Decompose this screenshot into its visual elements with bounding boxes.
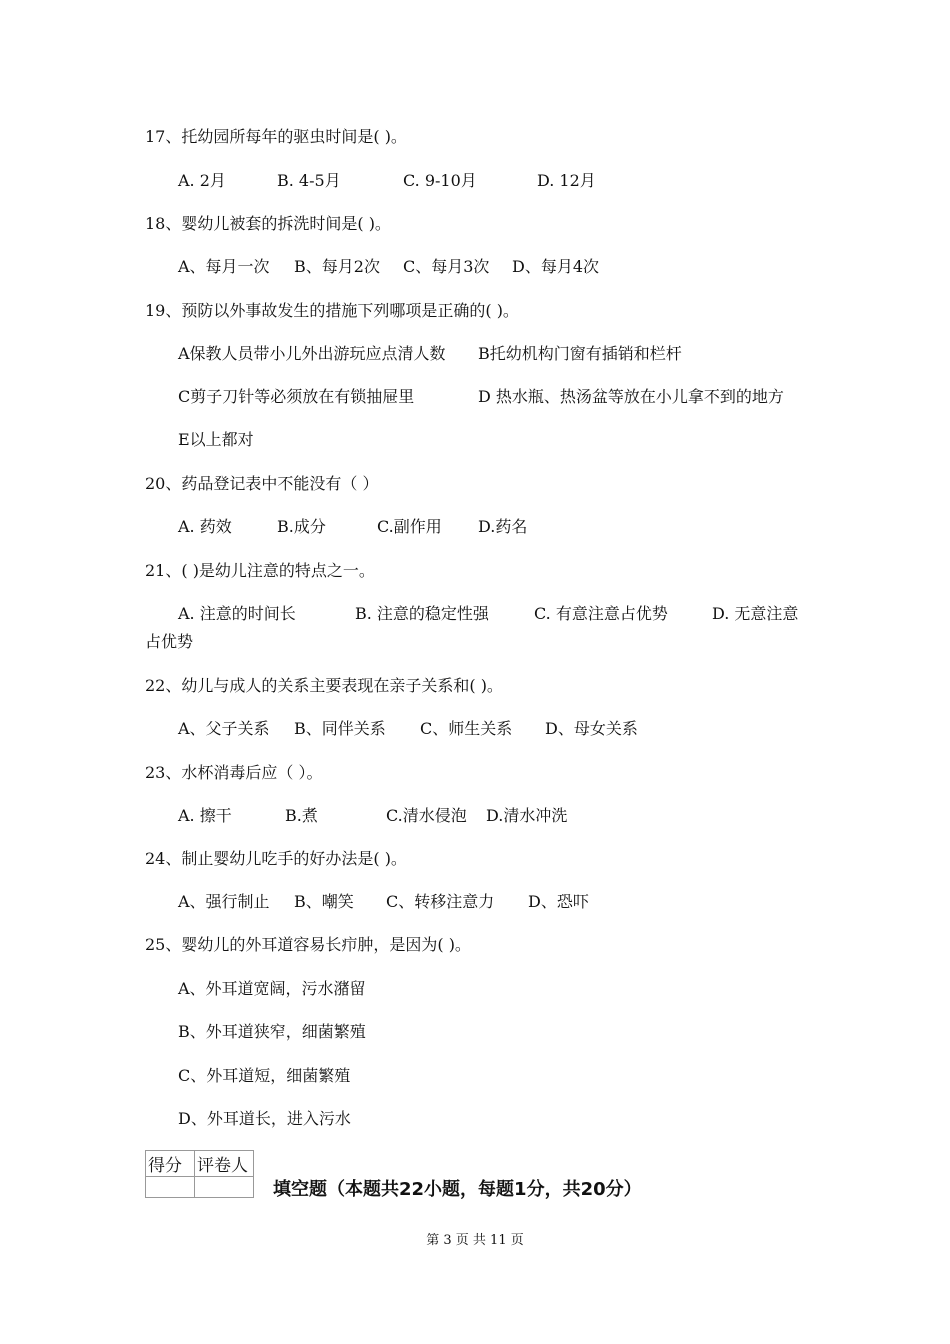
- option-d: D、每月4次: [512, 257, 600, 276]
- question-21-stem: 21、( )是幼儿注意的特点之一。: [145, 561, 375, 580]
- option-a: A. 2月: [178, 171, 226, 190]
- option-b: B、嘲笑: [294, 892, 354, 911]
- question-25-option-c: C、外耳道短，细菌繁殖: [178, 1066, 351, 1085]
- option-c: C、每月3次: [403, 257, 490, 276]
- option-a: A. 药效: [178, 517, 232, 536]
- option-b: B.成分: [277, 517, 326, 536]
- option-d: D. 无意注意: [712, 604, 799, 623]
- option-c: C剪子刀针等必须放在有锁抽屉里: [178, 387, 415, 406]
- option-a: A. 注意的时间长: [178, 604, 296, 623]
- option-b: B、同伴关系: [294, 719, 386, 738]
- option-a: A保教人员带小儿外出游玩应点清人数: [178, 344, 446, 363]
- grader-header: 评卷人: [195, 1151, 254, 1177]
- option-d: D、母女关系: [545, 719, 638, 738]
- score-header: 得分: [146, 1151, 195, 1177]
- option-b: B.煮: [285, 806, 318, 825]
- question-25-option-a: A、外耳道宽阔，污水潴留: [178, 979, 366, 998]
- option-d: D、恐吓: [528, 892, 589, 911]
- question-24-stem: 24、制止婴幼儿吃手的好办法是( )。: [145, 849, 407, 868]
- option-d: D. 12月: [537, 171, 596, 190]
- option-b: B托幼机构门窗有插销和栏杆: [478, 344, 682, 363]
- option-a: A、父子关系: [178, 719, 270, 738]
- question-25-option-b: B、外耳道狭窄，细菌繁殖: [178, 1022, 366, 1041]
- option-b: B. 注意的稳定性强: [355, 604, 489, 623]
- question-25-option-d: D、外耳道长，进入污水: [178, 1109, 351, 1128]
- option-c: C.清水侵泡: [386, 806, 467, 825]
- grader-cell: [195, 1177, 254, 1198]
- option-c: C.副作用: [377, 517, 442, 536]
- question-23-stem: 23、水杯消毒后应（ ）。: [145, 763, 323, 782]
- option-c: C、转移注意力: [386, 892, 495, 911]
- option-c: C. 9-10月: [403, 171, 477, 190]
- question-22-stem: 22、幼儿与成人的关系主要表现在亲子关系和( )。: [145, 676, 503, 695]
- question-21-continuation: 占优势: [145, 632, 194, 651]
- question-20-stem: 20、药品登记表中不能没有（ ）: [145, 474, 379, 493]
- option-d: D.清水冲洗: [486, 806, 568, 825]
- page-footer: 第 3 页 共 11 页: [426, 1233, 524, 1248]
- option-d: D.药名: [478, 517, 528, 536]
- question-19-stem: 19、预防以外事故发生的措施下列哪项是正确的( )。: [145, 301, 519, 320]
- option-b: B. 4-5月: [277, 171, 341, 190]
- score-table: [145, 1150, 254, 1198]
- section-title: 填空题（本题共22小题，每题1分，共20分）: [273, 1179, 642, 1200]
- question-17-stem: 17、托幼园所每年的驱虫时间是( )。: [145, 127, 407, 146]
- question-25-stem: 25、婴幼儿的外耳道容易长疖肿，是因为( )。: [145, 935, 471, 954]
- option-a: A、强行制止: [178, 892, 270, 911]
- question-19-option-e: E以上都对: [178, 430, 254, 449]
- option-d: D 热水瓶、热汤盆等放在小儿拿不到的地方: [478, 387, 784, 406]
- option-c: C、师生关系: [420, 719, 513, 738]
- option-a: A. 擦干: [178, 806, 232, 825]
- option-a: A、每月一次: [178, 257, 270, 276]
- option-c: C. 有意注意占优势: [534, 604, 668, 623]
- question-18-stem: 18、婴幼儿被套的拆洗时间是( )。: [145, 214, 391, 233]
- option-b: B、每月2次: [294, 257, 380, 276]
- score-cell: [146, 1177, 195, 1198]
